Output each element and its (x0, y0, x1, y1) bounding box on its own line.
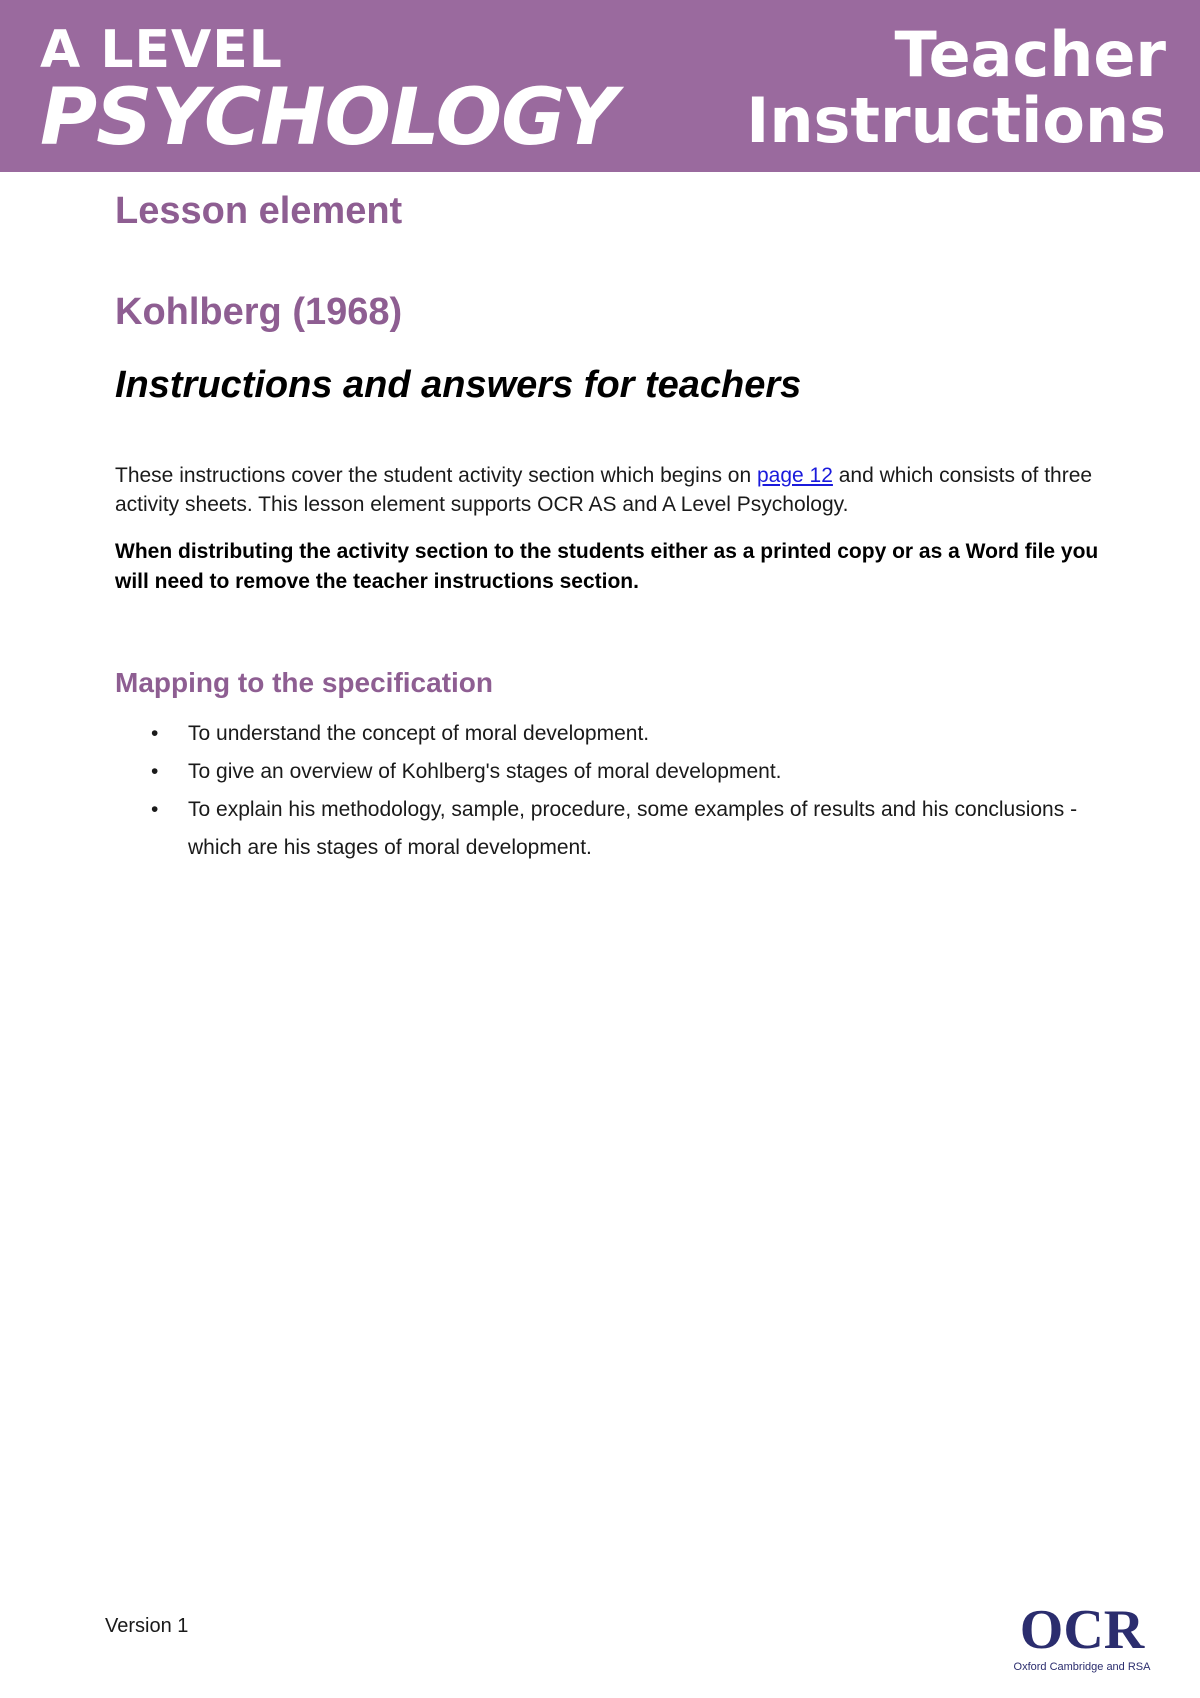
main-content (115, 190, 1105, 867)
bullet-icon: • (151, 798, 159, 821)
list-item (115, 753, 1105, 791)
document-type (746, 18, 1166, 157)
bullet-icon: • (151, 760, 159, 783)
list-item-text: To understand the concept of moral development. (188, 722, 650, 745)
list-item (115, 791, 1105, 867)
page-subtitle: Instructions and answers for teachers (115, 364, 802, 406)
specification-heading: Mapping to the specification (115, 667, 494, 698)
ocr-logo-tagline: Oxford Cambridge and RSA (1013, 1661, 1151, 1673)
page-12-link[interactable]: page 12 (757, 464, 833, 487)
version-label: Version 1 (105, 1615, 189, 1637)
page-title: Kohlberg (1968) (115, 291, 403, 333)
list-item (115, 715, 1105, 753)
header-banner (0, 0, 1200, 172)
document-type-line2: Instructions (746, 84, 1166, 157)
intro-paragraph (115, 461, 1105, 519)
distribution-warning: When distributing the activity section to the students either as a printed copy or as a Word file you will need to remove the teacher instructions section. (115, 540, 1099, 593)
list-item-text: To give an overview of Kohlberg's stages of moral development. (188, 760, 782, 783)
document-type-line1: Teacher (894, 18, 1166, 91)
level-label: A LEVEL (40, 20, 283, 80)
intro-text-end: and which consists of three activity sheets. This lesson element supports OCR AS and A Level Psychology. (115, 464, 1093, 516)
intro-text-start: These instructions cover the student activity section which begins on (115, 464, 757, 487)
list-item-text: To explain his methodology, sample, procedure, some examples of results and his conclusions - which are his stages of moral development. (188, 798, 1078, 859)
bullet-icon: • (151, 722, 159, 745)
ocr-logo-text: OCR (1019, 1599, 1145, 1661)
course-title (40, 20, 617, 163)
ocr-logo (1000, 1598, 1165, 1678)
subject-label: PSYCHOLOGY (40, 73, 617, 163)
lesson-element-heading: Lesson element (115, 190, 403, 232)
specification-list (115, 715, 1105, 867)
